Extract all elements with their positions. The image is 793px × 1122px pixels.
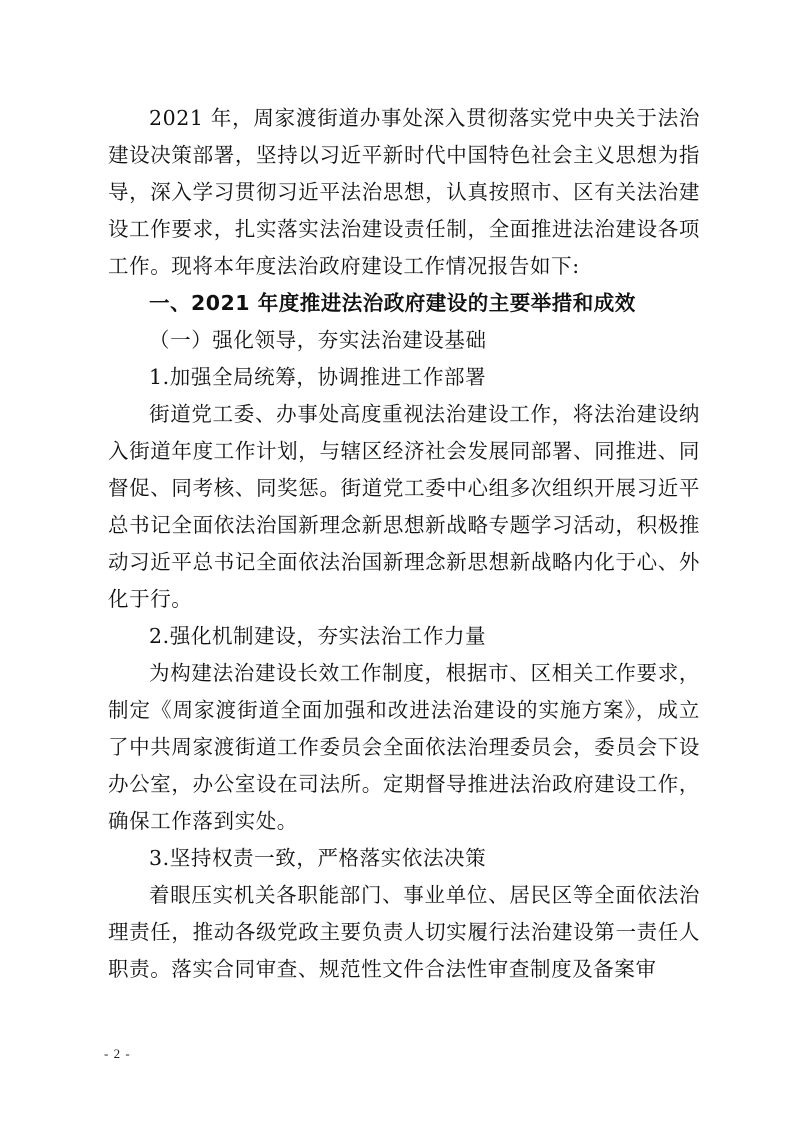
section-heading-1: 一、2021 年度推进法治政府建设的主要举措和成效 (149, 291, 636, 315)
item-heading-1: 1.加强全局统筹，协调推进工作部署 (149, 365, 487, 389)
item-paragraph-3: 着眼压实机关各职能部门、事业单位、居民区等全面依法治理责任，推动各级党政主要负责人切实履行法治建设第一责任人职责。落实合同审查、规范性文件合法性审查制度及备案审 (108, 883, 700, 981)
intro-paragraph: 2021 年，周家渡街道办事处深入贯彻落实党中央关于法治建设决策部署，坚持以习近平新时代中国特色社会主义思想为指导，深入学习贯彻习近平法治思想，认真按照市、区有关法治建设工作要求，扎实落实法治建设责任制，全面推进法治建设各项工作。现将本年度法治政府建设工作情况报告如下: (108, 106, 700, 278)
document-body (108, 100, 700, 988)
item-paragraph-1: 街道党工委、办事处高度重视法治建设工作，将法治建设纳入街道年度工作计划，与辖区经济社会发展同部署、同推进、同督促、同考核、同奖惩。街道党工委中心组多次组织开展习近平总书记全面依法治国新理念新思想新战略专题学习活动，积极推动习近平总书记全面依法治国新理念新思想新战略内化于心、外化于行。 (108, 402, 700, 611)
subsection-heading-1: （一）强化领导，夯实法治建设基础 (149, 328, 487, 352)
page-number: - 2 - (104, 1046, 131, 1061)
item-heading-3: 3.坚持权责一致，严格落实依法决策 (149, 846, 487, 870)
item-paragraph-2: 为构建法治建设长效工作制度，根据市、区相关工作要求，制定《周家渡街道全面加强和改进法治建设的实施方案》，成立了中共周家渡街道工作委员会全面依法治理委员会，委员会下设办公室，办公室设在司法所。定期督导推进法治政府建设工作，确保工作落到实处。 (108, 661, 700, 833)
item-heading-2: 2.强化机制建设，夯实法治工作力量 (149, 624, 487, 648)
